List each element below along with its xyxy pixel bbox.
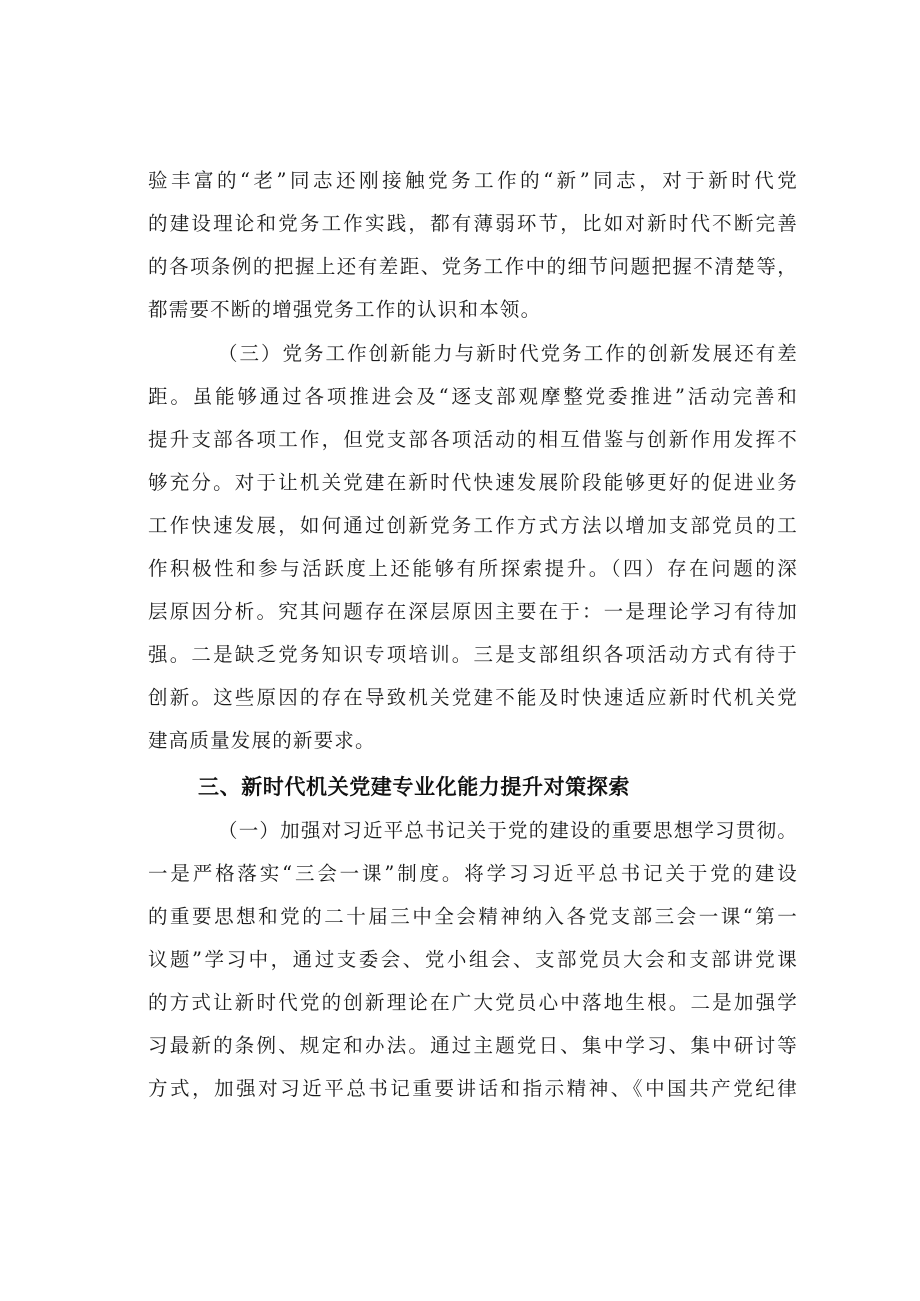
text-line: 都需要不断的增强党务工作的认识和本领。: [148, 298, 542, 321]
text-line: （三）党务工作创新能力与新时代党务工作的创新发展还有差: [218, 342, 798, 365]
section-heading: 三、新时代机关党建专业化能力提升对策探索: [198, 775, 630, 799]
text-line: 强。二是缺乏党务知识专项培训。三是支部组织各项活动方式有待于: [148, 643, 798, 666]
text-line: 的方式让新时代党的创新理论在广大党员心中落地生根。二是加强学: [148, 991, 798, 1014]
text-line: 习最新的条例、规定和办法。通过主题党日、集中学习、集中研讨等: [148, 1034, 798, 1057]
text-line: 一是严格落实“三会一课”制度。将学习习近平总书记关于党的建设: [148, 862, 798, 885]
text-line: 验丰富的“老”同志还刚接触党务工作的“新”同志，对于新时代党: [148, 169, 798, 192]
text-line: 建高质量发展的新要求。: [148, 729, 376, 752]
text-line: 创新。这些原因的存在导致机关党建不能及时快速适应新时代机关党: [148, 686, 798, 709]
text-line: 的建设理论和党务工作实践，都有薄弱环节，比如对新时代不断完善: [148, 212, 798, 235]
text-line: 提升支部各项工作，但党支部各项活动的相互借鉴与创新作用发挥不: [148, 428, 798, 451]
text-line: 的各项条例的把握上还有差距、党务工作中的细节问题把握不清楚等，: [148, 255, 798, 278]
text-line: 作积极性和参与活跃度上还能够有所探索提升。（四）存在问题的深: [148, 557, 798, 580]
text-line: 距。虽能够通过各项推进会及“逐支部观摩整党委推进”活动完善和: [148, 385, 798, 408]
text-line: 的重要思想和党的二十届三中全会精神纳入各党支部三会一课“第一: [148, 905, 798, 928]
text-line: 层原因分析。究其问题存在深层原因主要在于：一是理论学习有待加: [148, 600, 798, 623]
text-line: 议题”学习中，通过支委会、党小组会、支部党员大会和支部讲党课: [148, 948, 798, 971]
text-line: 工作快速发展，如何通过创新党务工作方式方法以增加支部党员的工: [148, 514, 798, 537]
text-line: （一）加强对习近平总书记关于党的建设的重要思想学习贯彻。: [218, 819, 798, 842]
text-line: 够充分。对于让机关党建在新时代快速发展阶段能够更好的促进业务: [148, 471, 798, 494]
text-line: 方式，加强对习近平总书记重要讲话和指示精神、《中国共产党纪律: [148, 1077, 798, 1100]
